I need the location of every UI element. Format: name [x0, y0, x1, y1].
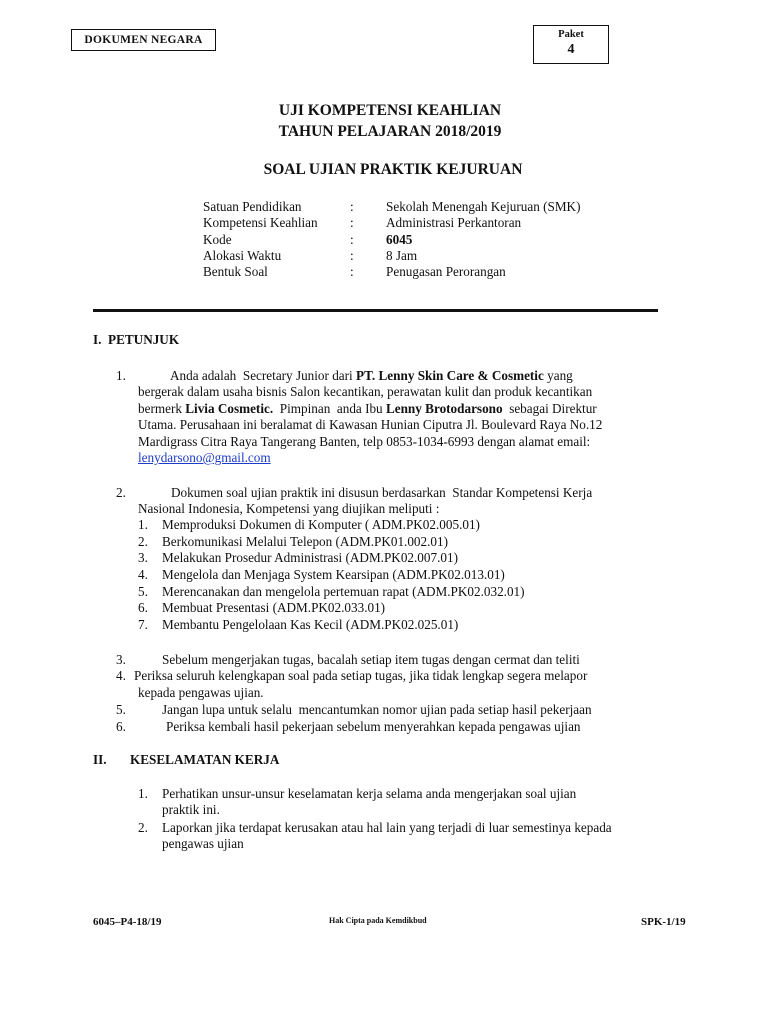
- list-number: 3.: [138, 550, 148, 565]
- info-label: Bentuk Soal: [203, 264, 268, 279]
- item-number: 5.: [116, 702, 126, 717]
- item-number: 2.: [116, 485, 126, 500]
- section-number: II.: [93, 752, 107, 767]
- info-separator: :: [350, 248, 354, 263]
- text-run: yang: [543, 368, 573, 383]
- title-line-1: UJI KOMPETENSI KEAHLIAN: [278, 102, 502, 119]
- list-number: 4.: [138, 567, 148, 582]
- info-value: Penugasan Perorangan: [386, 264, 506, 279]
- item-number: 1.: [116, 368, 126, 383]
- info-value: 8 Jam: [386, 248, 418, 263]
- competency-item: [138, 517, 480, 533]
- list-text: Merencanakan dan mengelola pertemuan rapat (ADM.PK02.032.01): [162, 584, 525, 599]
- text-run: bermerk: [138, 401, 186, 416]
- competency-item: [138, 584, 525, 600]
- item-1-line-5: Mardigrass Citra Raya Tangerang Banten, telp 0853-1034-6993 dengan alamat email:: [138, 434, 591, 449]
- list-number: 2.: [138, 534, 148, 549]
- company-name: PT. Lenny Skin Care & Cosmetic: [356, 368, 544, 383]
- list-number: 5.: [138, 584, 148, 599]
- info-separator: :: [350, 215, 354, 230]
- title-line-3: SOAL UJIAN PRAKTIK KEJURUAN: [263, 161, 523, 178]
- info-label: Satuan Pendidikan: [203, 199, 302, 214]
- document-classification-label: DOKUMEN NEGARA: [84, 34, 203, 46]
- competency-item: [138, 617, 459, 633]
- item-6-text: Periksa kembali hasil pekerjaan sebelum menyerahkan kepada pengawas ujian: [166, 719, 581, 734]
- paket-box: [533, 25, 609, 64]
- list-text: Membuat Presentasi (ADM.PK02.033.01): [162, 600, 386, 615]
- info-separator: :: [350, 199, 354, 214]
- info-separator: :: [350, 264, 354, 279]
- safety-item-text: Perhatikan unsur-unsur keselamatan kerja selama anda mengerjakan soal ujian: [162, 786, 577, 801]
- item-number: 3.: [116, 652, 126, 667]
- item-number: 4.: [116, 668, 126, 683]
- director-name: Lenny Brotodarsono: [385, 401, 503, 416]
- safety-item-text: Laporkan jika terdapat kerusakan atau hal lain yang terjadi di luar semestinya kepada: [162, 820, 612, 835]
- info-value: 6045: [386, 232, 413, 247]
- footer-copyright: Hak Cipta pada Kemdikbud: [329, 916, 427, 925]
- list-number: 1.: [138, 517, 148, 532]
- divider-line: [93, 309, 658, 312]
- safety-item-number: 1.: [138, 786, 148, 801]
- item-4-line-2: kepada pengawas ujian.: [138, 685, 264, 700]
- list-text: Mengelola dan Menjaga System Kearsipan (ADM.PK02.013.01): [162, 567, 505, 582]
- item-2-line-1: Dokumen soal ujian praktik ini disusun berdasarkan Standar Kompetensi Kerja: [171, 485, 593, 500]
- info-label: Kompetensi Keahlian: [203, 215, 318, 230]
- email-link[interactable]: lenydarsono@gmail.com: [138, 450, 271, 465]
- list-text: Melakukan Prosedur Administrasi (ADM.PK02.007.01): [162, 550, 458, 565]
- footer-page: SPK-1/19: [641, 916, 686, 928]
- list-text: Berkomunikasi Melalui Telepon (ADM.PK01.002.01): [162, 534, 448, 549]
- text-run: Anda adalah Secretary Junior dari: [170, 368, 357, 383]
- paket-number: 4: [567, 42, 575, 57]
- item-3-text: Sebelum mengerjakan tugas, bacalah setiap item tugas dengan cermat dan teliti: [162, 652, 580, 667]
- item-5-text: Jangan lupa untuk selalu mencantumkan nomor ujian pada setiap hasil pekerjaan: [162, 702, 592, 717]
- text-run: Pimpinan anda Ibu: [273, 401, 386, 416]
- list-number: 6.: [138, 600, 148, 615]
- info-label: Kode: [203, 232, 232, 247]
- item-2-line-2: Nasional Indonesia, Kompetensi yang diujikan meliputi :: [138, 501, 440, 516]
- info-value: Administrasi Perkantoran: [386, 215, 522, 230]
- item-number: 6.: [116, 719, 126, 734]
- item-1-line-4: Utama. Perusahaan ini beralamat di Kawasan Hunian Ciputra Jl. Boulevard Raya No.12: [138, 417, 603, 432]
- safety-item-text: pengawas ujian: [162, 836, 244, 851]
- info-label: Alokasi Waktu: [203, 248, 282, 263]
- competency-item: [138, 567, 505, 583]
- footer-code: 6045–P4-18/19: [93, 916, 162, 928]
- brand-name: Livia Cosmetic.: [185, 401, 274, 416]
- section-heading-keselamatan: KESELAMATAN KERJA: [130, 752, 280, 767]
- list-text: Membantu Pengelolaan Kas Kecil (ADM.PK02.025.01): [162, 617, 459, 632]
- competency-item: [138, 600, 386, 616]
- item-1-line-3: [138, 401, 597, 417]
- info-separator: :: [350, 232, 354, 247]
- document-classification-box: [71, 29, 216, 51]
- section-heading-petunjuk: I. PETUNJUK: [93, 332, 180, 347]
- item-4-line-1: Periksa seluruh kelengkapan soal pada setiap tugas, jika tidak lengkap segera melapor: [134, 668, 588, 683]
- item-1-line-2: bergerak dalam usaha bisnis Salon kecantikan, perawatan kulit dan produk kecantikan: [138, 384, 593, 399]
- safety-item-text: praktik ini.: [162, 802, 220, 817]
- competency-item: [138, 534, 448, 550]
- paket-label: Paket: [558, 29, 584, 40]
- safety-item-number: 2.: [138, 820, 148, 835]
- competency-item: [138, 550, 458, 566]
- list-number: 7.: [138, 617, 148, 632]
- text-run: sebagai Direktur: [502, 401, 597, 416]
- list-text: Memproduksi Dokumen di Komputer ( ADM.PK02.005.01): [162, 517, 480, 532]
- item-1-line-1: [170, 368, 573, 384]
- title-line-2: TAHUN PELAJARAN 2018/2019: [278, 123, 502, 140]
- info-value: Sekolah Menengah Kejuruan (SMK): [386, 199, 581, 214]
